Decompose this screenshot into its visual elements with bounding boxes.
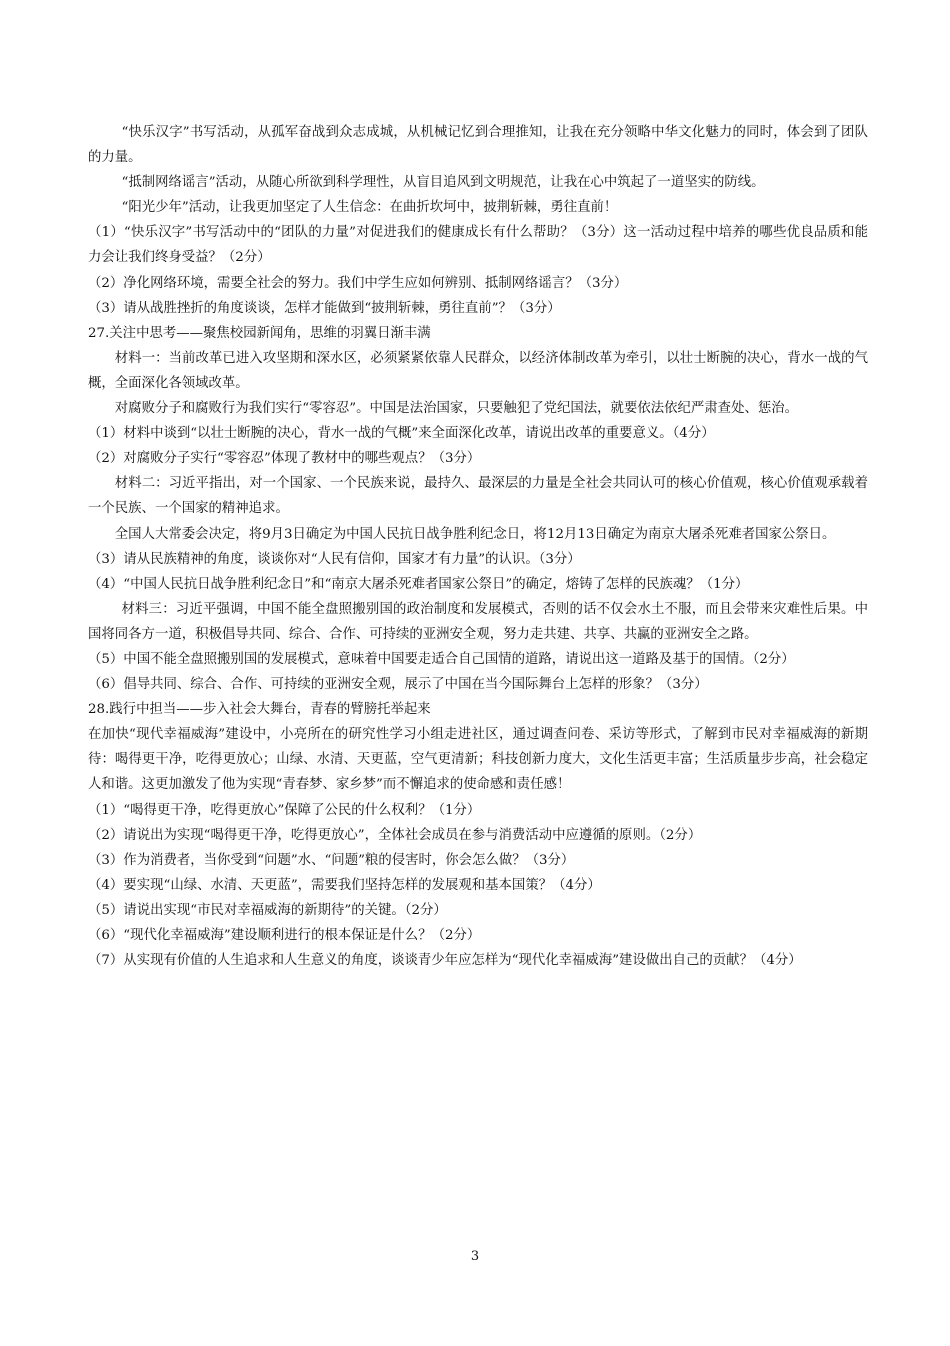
question-27-1: （1）材料中谈到“以壮士断腕的决心，背水一战的气概”来全面深化改革，请说出改革的重要意义。（4分）	[88, 426, 715, 442]
question-27-3: （3）请从民族精神的角度，谈谈你对“人民有信仰，国家才有力量”的认识。（3分）	[88, 551, 581, 567]
question-28-4: （4）要实现“山绿、水清、天更蓝”，需要我们坚持怎样的发展观和基本国策？（4分）	[88, 877, 601, 893]
paragraph-anti-rumor: “抵制网络谣言”活动，从随心所欲到科学理性，从盲目追风到文明规范，让我在心中筑起了一道坚实的防线。	[121, 175, 765, 191]
question-27-6: （6）倡导共同、综合、合作、可持续的亚洲安全观，展示了中国在当今国际舞台上怎样的形象？（3分）	[88, 677, 708, 693]
question-27-4: （4）“中国人民抗日战争胜利纪念日”和“南京大屠杀死难者国家公祭日”的确定，熔铸了怎样的民族魂？（1分）	[88, 576, 749, 592]
material-2-memorial-days: 全国人大常委会决定，将9月3日确定为中国人民抗日战争胜利纪念日，将12月13日确定为南京大屠杀死难者国家公祭日。	[114, 526, 836, 542]
page-number: 3	[470, 1249, 480, 1264]
question-28-7: （7）从实现有价值的人生追求和人生意义的角度，谈谈青少年应怎样为“现代化幸福威海”建设做出自己的贡献？（4分）	[88, 953, 802, 969]
material-1: 材料一：当前改革已进入攻坚期和深水区，必须紧紧依靠人民群众，以经济体制改革为牵引，以壮士断腕的决心，背水一战的气概，全面深化各领域改革。	[88, 350, 868, 391]
question-26-3: （3）请从战胜挫折的角度谈谈，怎样才能做到“披荆斩棘，勇往直前”？（3分）	[88, 300, 561, 316]
question-28-5: （5）请说出实现“市民对幸福威海的新期待”的关键。（2分）	[88, 902, 447, 918]
question-28-2: （2）请说出为实现“喝得更干净，吃得更放心”，全体社会成员在参与消费活动中应遵循的原则。（2分）	[88, 827, 702, 843]
paragraph-happy-hanzi: “快乐汉字”书写活动，从孤军奋战到众志成城，从机械记忆到合理推知，让我在充分领略中华文化魅力的同时，体会到了团队的力量。	[88, 125, 868, 166]
material-28: 在加快“现代幸福威海”建设中，小亮所在的研究性学习小组走进社区，通过调查问卷、采访等形式，了解到市民对幸福威海的新期待：喝得更干净，吃得更放心；山绿、水清、天更蓝，空气更清新；科技创新力度大，文化生活更丰富；生活质量步步高，社会稳定人和谐。这更加激发了他为实现“青春梦、家乡梦”而不懈追求的使命感和责任感！	[88, 727, 868, 793]
question-28-6: （6）“现代化幸福威海”建设顺利进行的根本保证是什么？（2分）	[88, 928, 481, 943]
material-1-zero-tolerance: 对腐败分子和腐败行为我们实行“零容忍”。中国是法治国家，只要触犯了党纪国法，就要依法依纪严肃查处、惩治。	[114, 401, 799, 417]
document-body	[88, 120, 868, 973]
section-heading-28: 28.践行中担当——步入社会大舞台，青春的臂膀托举起来	[88, 702, 431, 718]
question-27-2: （2）对腐败分子实行“零容忍”体现了教材中的哪些观点？（3分）	[88, 451, 481, 467]
section-heading-27: 27.关注中思考——聚焦校园新闻角，思维的羽翼日渐丰满	[88, 325, 431, 341]
question-26-1: （1）“快乐汉字”书写活动中的“团队的力量”对促进我们的健康成长有什么帮助？（3分）这一活动过程中培养的哪些优良品质和能力会让我们终身受益？（2分）	[88, 225, 868, 266]
question-28-1: （1）“喝得更干净，吃得更放心”保障了公民的什么权利？（1分）	[88, 802, 481, 818]
material-3: 材料三：习近平强调，中国不能全盘照搬别国的政治制度和发展模式，否则的话不仅会水土不服，而且会带来灾难性后果。中国将同各方一道，积极倡导共同、综合、合作、可持续的亚洲安全观，努力走共建、共享、共赢的亚洲安全之路。	[88, 601, 868, 642]
question-28-3: （3）作为消费者，当你受到“问题”水、“问题”粮的侵害时，你会怎么做？（3分）	[88, 852, 575, 868]
material-2: 材料二：习近平指出，对一个国家、一个民族来说，最持久、最深层的力量是全社会共同认可的核心价值观，核心价值观承载着一个民族、一个国家的精神追求。	[88, 476, 868, 517]
question-27-5: （5）中国不能全盘照搬别国的发展模式，意味着中国要走适合自己国情的道路，请说出这一道路及基于的国情。（2分）	[88, 651, 795, 667]
paragraph-sunshine-youth: “阳光少年”活动，让我更加坚定了人生信念：在曲折坎坷中，披荆斩棘，勇往直前！	[121, 200, 618, 216]
question-26-2: （2）净化网络环境，需要全社会的努力。我们中学生应如何辨别、抵制网络谣言？（3分）	[88, 275, 628, 291]
